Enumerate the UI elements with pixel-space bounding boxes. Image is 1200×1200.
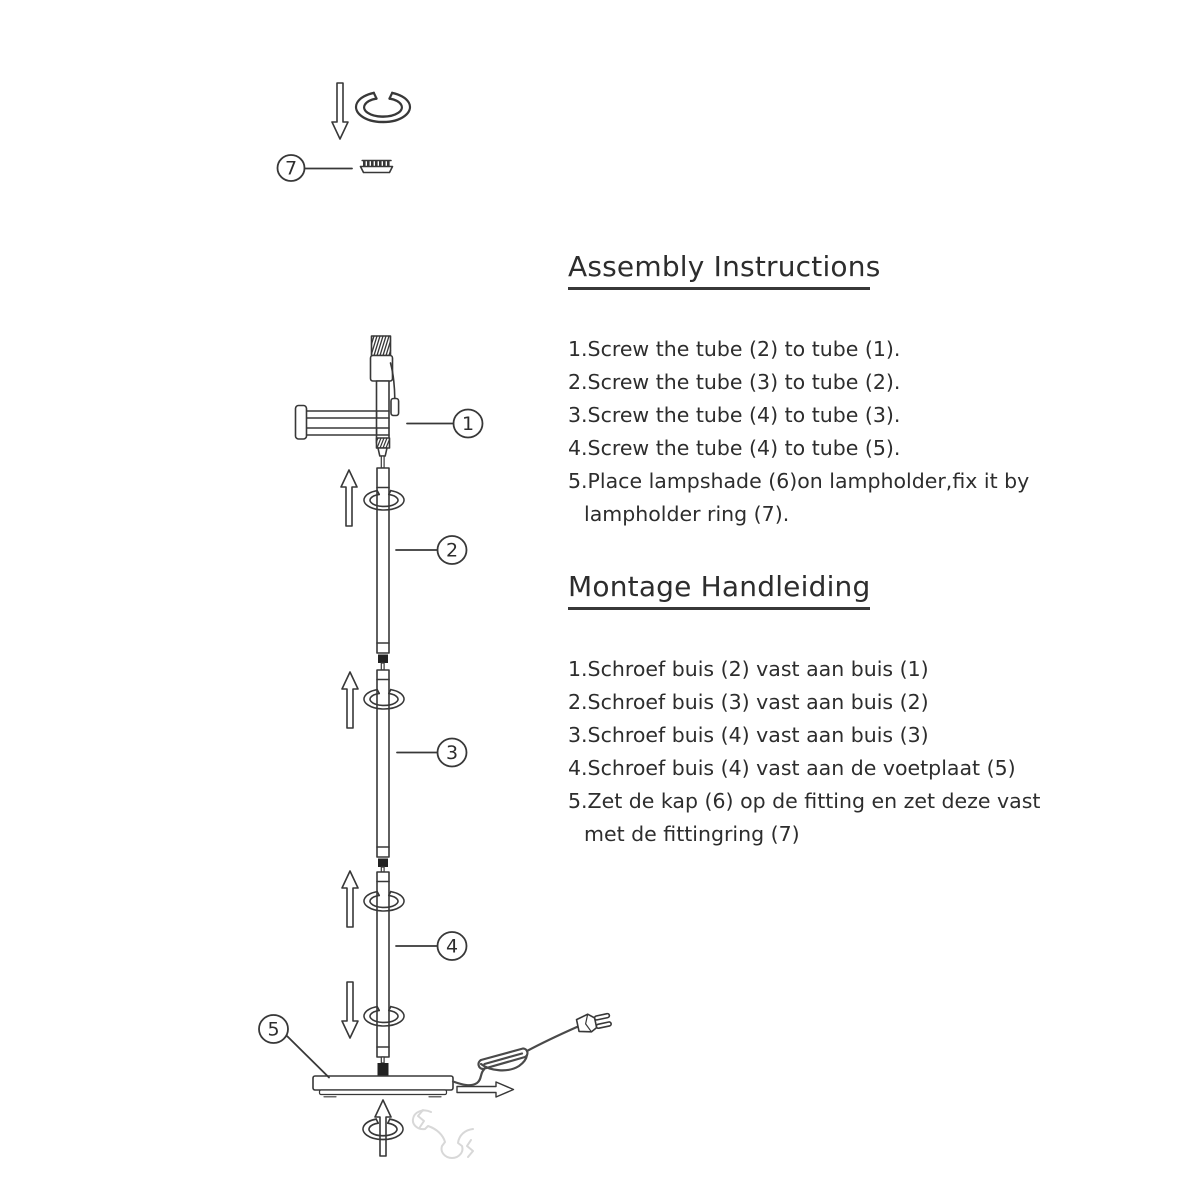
english-section-title: Assembly Instructions [568, 250, 870, 290]
english-step-5: 5.Place lampshade (6)on lampholder,fix it by [568, 469, 1030, 493]
english-step-1: 1.Screw the tube (2) to tube (1). [568, 337, 901, 361]
callout-4 [396, 932, 467, 960]
down-arrow-icon [332, 83, 348, 139]
tube-2 [377, 468, 389, 670]
threaded-lampholder [372, 336, 391, 356]
dutch-steps-list [568, 653, 1068, 851]
english-step-5-continued: lampholder ring (7). [584, 502, 790, 526]
tube-4 [377, 872, 389, 1076]
lampholder-body [371, 356, 393, 382]
power-cord [453, 1027, 578, 1086]
connector-nut [378, 1063, 389, 1076]
connector-nut [378, 859, 388, 868]
swing-arm [296, 406, 377, 440]
screw-from-below-icon [363, 1100, 403, 1156]
lamp-head [296, 336, 399, 468]
power-plug-icon [576, 1010, 612, 1034]
down-arrow-icon [342, 982, 358, 1038]
base-plate [313, 1076, 453, 1097]
callout-1 [407, 410, 483, 438]
tube-3 [377, 670, 389, 872]
callout-5-number: 5 [267, 1018, 280, 1041]
english-step-2: 2.Screw the tube (3) to tube (2). [568, 370, 901, 394]
callout-7-number: 7 [284, 157, 298, 180]
callout-1-number: 1 [461, 413, 475, 435]
dutch-step-5-continued: met de fittingring (7) [584, 822, 800, 846]
callout-7 [278, 155, 353, 181]
dutch-section-title: Montage Handleiding [568, 570, 870, 610]
callout-3-number: 3 [445, 742, 459, 764]
up-arrow-icon [342, 672, 358, 728]
rotate-icon [356, 93, 410, 122]
connector-nut [378, 655, 388, 664]
english-step-3: 3.Screw the tube (4) to tube (3). [568, 403, 901, 427]
head-coupling [377, 438, 390, 468]
callout-3 [397, 739, 467, 767]
callout-2 [396, 536, 467, 564]
lamp-neck [377, 381, 390, 443]
dutch-step-1: 1.Schroef buis (2) vast aan buis (1) [568, 657, 929, 681]
up-arrow-icon [341, 470, 357, 526]
dutch-step-4: 4.Schroef buis (4) vast aan de voetplaat (5) [568, 756, 1016, 780]
callout-4-number: 4 [445, 935, 459, 958]
callout-2-number: 2 [445, 539, 459, 562]
english-steps-list [568, 333, 1068, 531]
dutch-step-3: 3.Schroef buis (4) vast aan buis (3) [568, 723, 929, 747]
wrench-icon [413, 1110, 473, 1158]
callout-5 [259, 1015, 329, 1078]
lampholder-ring-part [361, 161, 393, 173]
dutch-step-5: 5.Zet de kap (6) op de fitting en zet deze vast [568, 789, 1041, 813]
pull-switch [391, 363, 399, 416]
dutch-step-2: 2.Schroef buis (3) vast aan buis (2) [568, 690, 929, 714]
ring-install-mini-diagram [332, 83, 410, 173]
english-step-4: 4.Screw the tube (4) to tube (5). [568, 436, 901, 460]
up-arrow-icon [342, 871, 358, 927]
